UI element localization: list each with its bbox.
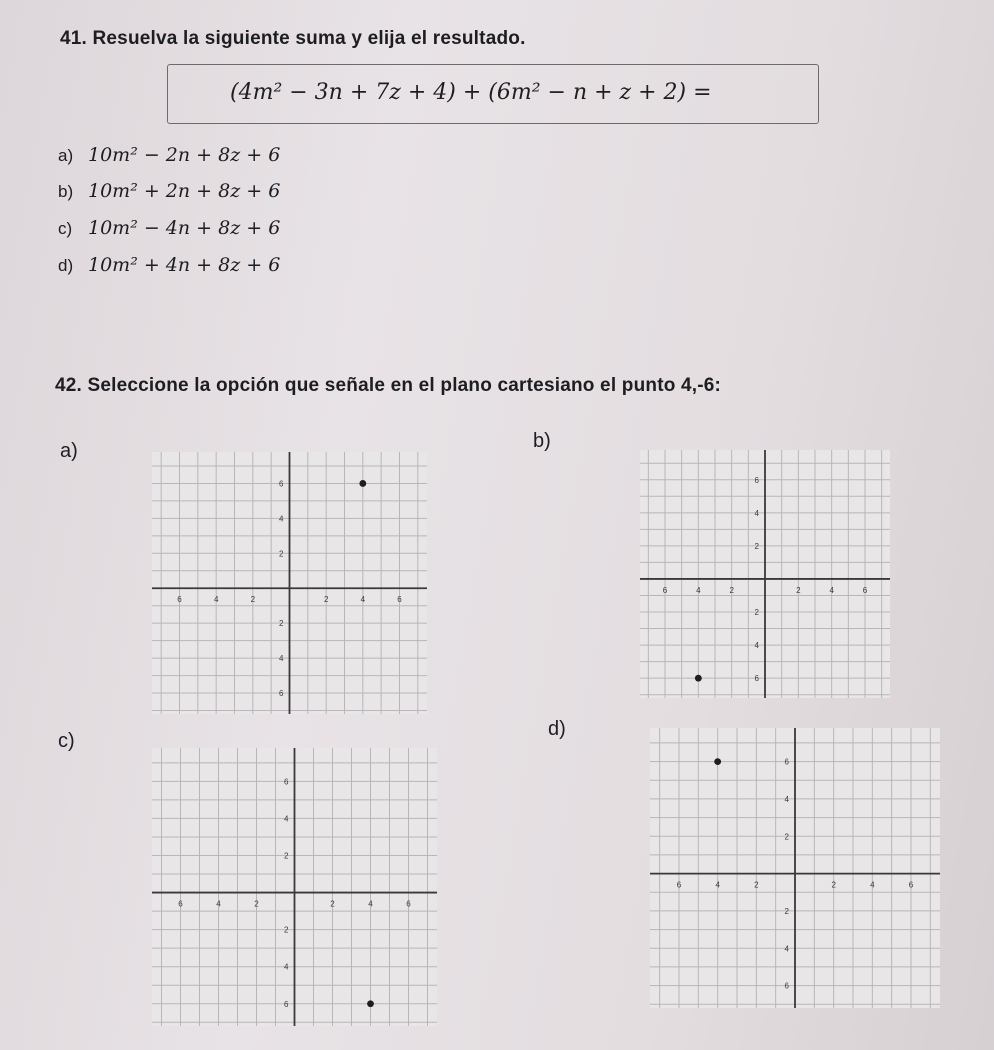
x-tick-label: 4 xyxy=(829,585,834,595)
plotted-point xyxy=(359,480,366,487)
option-b[interactable] xyxy=(58,180,280,202)
x-tick-label: 4 xyxy=(360,595,366,605)
y-tick-label: 2 xyxy=(279,549,284,559)
x-tick-label: 6 xyxy=(908,880,914,890)
x-tick-label: 2 xyxy=(323,595,329,605)
cartesian-plane xyxy=(152,748,437,1026)
x-tick-label: 2 xyxy=(250,595,256,605)
option-letter: c) xyxy=(58,219,73,238)
x-tick-label: 6 xyxy=(177,595,182,605)
y-tick-label: 2 xyxy=(784,832,789,842)
x-tick-label: 4 xyxy=(715,880,720,890)
x-tick-label: 2 xyxy=(330,899,335,909)
cartesian-plane xyxy=(650,728,940,1008)
option-expression: 10m² − 2n + 8z + 6 xyxy=(88,144,281,166)
x-tick-label: 6 xyxy=(676,880,682,890)
x-tick-label: 6 xyxy=(397,595,402,605)
x-tick-label: 2 xyxy=(729,585,734,595)
y-tick-label: 6 xyxy=(284,777,289,787)
plane-c-label[interactable]: c) xyxy=(58,730,75,752)
x-tick-label: 4 xyxy=(696,585,701,595)
y-tick-label: 6 xyxy=(754,674,759,684)
y-tick-label: 2 xyxy=(279,619,284,629)
option-c[interactable] xyxy=(58,217,280,239)
cartesian-plane xyxy=(152,452,427,714)
option-expression: 10m² + 4n + 8z + 6 xyxy=(88,254,281,276)
plane-a[interactable] xyxy=(152,452,427,714)
y-tick-label: 6 xyxy=(279,479,284,489)
x-tick-label: 6 xyxy=(406,899,411,909)
x-tick-label: 4 xyxy=(870,880,875,890)
sum-expression: (4m² − 3n + 7z + 4) + (6m² − n + z + 2) = xyxy=(230,80,712,105)
y-tick-label: 6 xyxy=(784,757,789,767)
question-42-title: 42. Seleccione la opción que señale en el plano cartesiano el punto 4,-6: xyxy=(55,375,722,396)
plotted-point xyxy=(714,758,721,765)
y-tick-label: 4 xyxy=(754,641,759,651)
y-tick-label: 2 xyxy=(284,851,289,861)
option-letter: b) xyxy=(58,182,74,201)
x-tick-label: 4 xyxy=(213,595,219,605)
y-tick-label: 4 xyxy=(284,814,289,824)
x-tick-label: 2 xyxy=(796,585,801,595)
option-d[interactable] xyxy=(58,254,280,276)
x-tick-label: 6 xyxy=(178,899,183,909)
x-tick-label: 2 xyxy=(254,899,259,909)
y-tick-label: 6 xyxy=(279,689,284,699)
plane-a-label[interactable]: a) xyxy=(60,440,78,462)
plotted-point xyxy=(367,1000,374,1007)
plane-d-label[interactable]: d) xyxy=(548,718,566,740)
option-expression: 10m² − 4n + 8z + 6 xyxy=(88,217,281,239)
y-tick-label: 6 xyxy=(754,475,759,485)
plotted-point xyxy=(695,675,702,682)
cartesian-plane xyxy=(640,450,890,698)
x-tick-label: 4 xyxy=(216,899,221,909)
y-tick-label: 4 xyxy=(784,794,789,804)
y-tick-label: 2 xyxy=(754,541,759,551)
y-tick-label: 4 xyxy=(279,654,284,664)
y-tick-label: 2 xyxy=(784,906,789,916)
plane-d[interactable] xyxy=(650,728,940,1008)
option-letter: d) xyxy=(58,256,74,275)
x-tick-label: 2 xyxy=(831,880,836,890)
plane-b[interactable] xyxy=(640,450,890,698)
y-tick-label: 6 xyxy=(784,981,789,991)
plane-b-label[interactable]: b) xyxy=(533,430,551,452)
x-tick-label: 6 xyxy=(862,585,868,595)
x-tick-label: 4 xyxy=(368,899,373,909)
x-tick-label: 6 xyxy=(662,585,668,595)
plane-c[interactable] xyxy=(152,748,437,1026)
y-tick-label: 4 xyxy=(279,514,284,524)
option-a[interactable] xyxy=(58,144,280,166)
option-letter: a) xyxy=(58,146,74,165)
y-tick-label: 2 xyxy=(284,925,289,935)
y-tick-label: 4 xyxy=(754,508,759,518)
y-tick-label: 2 xyxy=(754,608,759,618)
option-expression: 10m² + 2n + 8z + 6 xyxy=(88,180,281,202)
y-tick-label: 4 xyxy=(784,944,789,954)
x-tick-label: 2 xyxy=(754,880,759,890)
y-tick-label: 4 xyxy=(284,962,289,972)
y-tick-label: 6 xyxy=(284,999,289,1009)
question-41-title: 41. Resuelva la siguiente suma y elija el resultado. xyxy=(60,28,526,49)
